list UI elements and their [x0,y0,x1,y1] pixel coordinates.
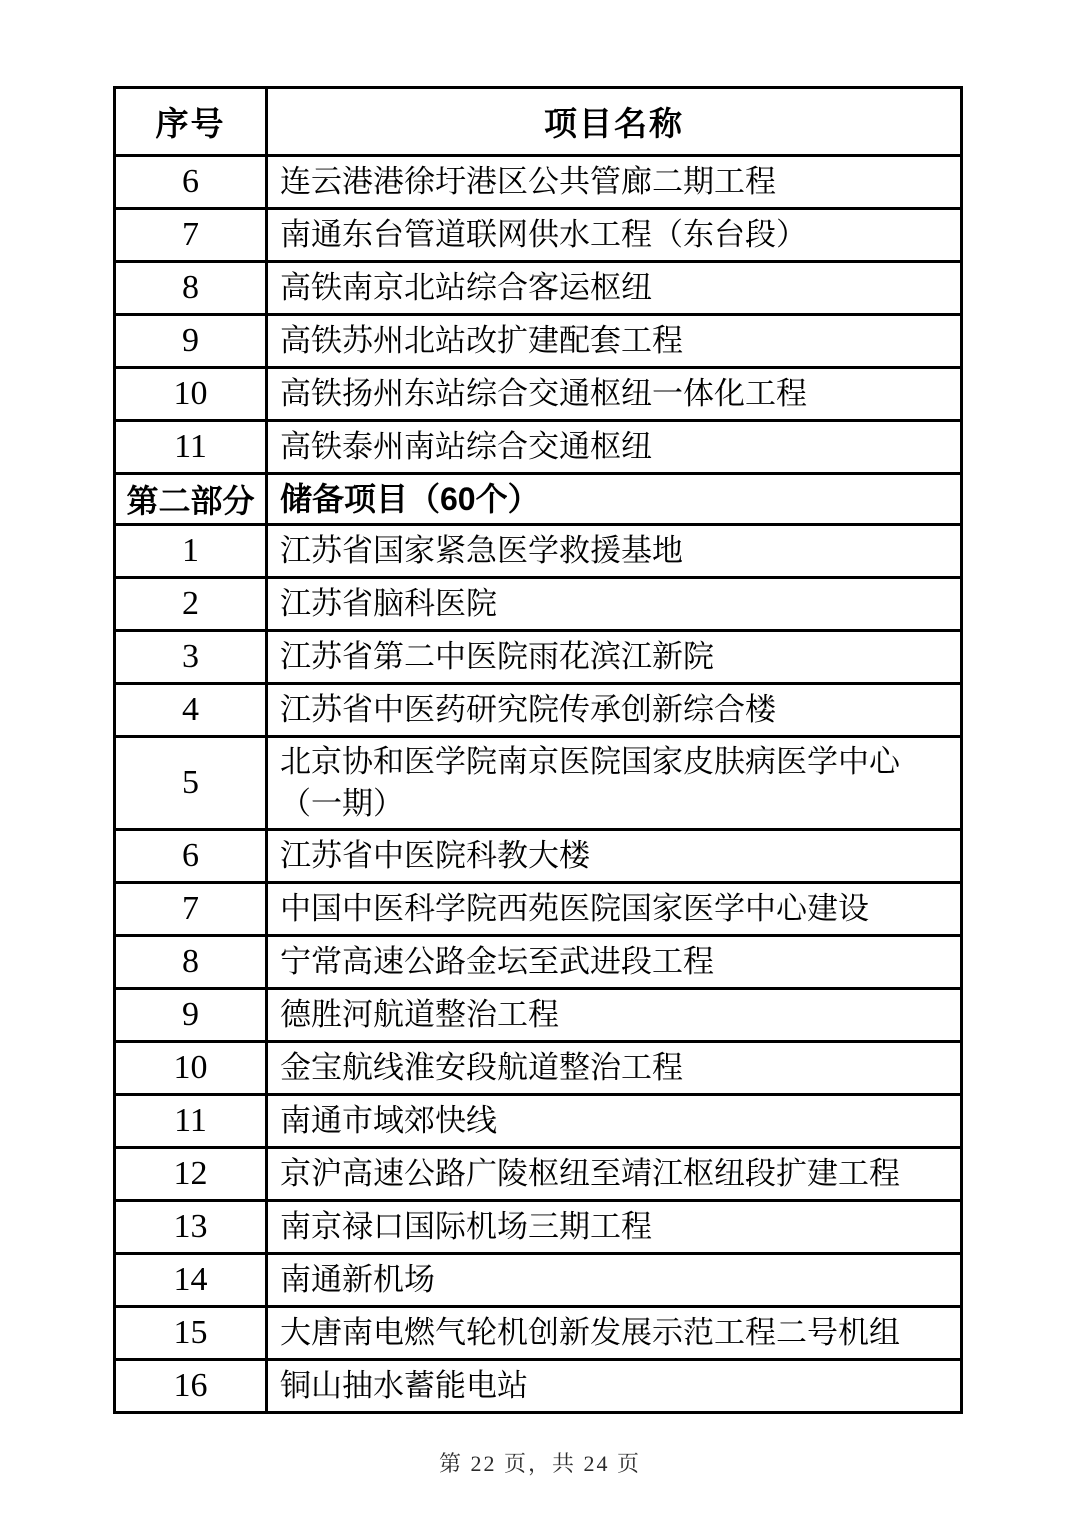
row-serial-cell: 9 [115,315,267,368]
table-row [115,421,962,474]
project-name-cell: 高铁扬州东站综合交通枢纽一体化工程 [267,368,962,421]
project-name-cell: 储备项目（60个） [267,474,962,525]
table-row [115,737,962,830]
table-row [115,936,962,989]
table-row [115,1201,962,1254]
table-row [115,1360,962,1413]
row-serial-cell: 14 [115,1254,267,1307]
row-serial-cell: 1 [115,525,267,578]
row-serial-cell: 12 [115,1148,267,1201]
table-body [115,156,962,1413]
table-row [115,209,962,262]
table-row [115,883,962,936]
row-serial-cell: 2 [115,578,267,631]
project-name-cell: 连云港港徐圩港区公共管廊二期工程 [267,156,962,209]
row-serial-cell: 11 [115,1095,267,1148]
table-row [115,1307,962,1360]
table-row [115,315,962,368]
row-serial-cell: 6 [115,830,267,883]
project-name-cell: 江苏省脑科医院 [267,578,962,631]
project-name-cell: 江苏省第二中医院雨花滨江新院 [267,631,962,684]
project-name-cell: 江苏省中医药研究院传承创新综合楼 [267,684,962,737]
table-row [115,578,962,631]
project-name-cell: 南京禄口国际机场三期工程 [267,1201,962,1254]
row-serial-cell: 8 [115,262,267,315]
section-row [115,474,962,525]
project-name-cell: 南通新机场 [267,1254,962,1307]
project-name-cell: 高铁泰州南站综合交通枢纽 [267,421,962,474]
table-row [115,1042,962,1095]
project-name-cell: 金宝航线淮安段航道整治工程 [267,1042,962,1095]
project-name-cell: 江苏省中医院科教大楼 [267,830,962,883]
row-serial-cell: 6 [115,156,267,209]
row-serial-cell: 16 [115,1360,267,1413]
table-row [115,525,962,578]
table-header-row [115,88,962,156]
row-serial-cell: 4 [115,684,267,737]
table-row [115,156,962,209]
table-row [115,1254,962,1307]
project-name-cell: 宁常高速公路金坛至武进段工程 [267,936,962,989]
table-row [115,830,962,883]
row-serial-cell: 10 [115,1042,267,1095]
project-name-cell: 江苏省国家紧急医学救援基地 [267,525,962,578]
row-serial-cell: 10 [115,368,267,421]
row-serial-cell: 15 [115,1307,267,1360]
project-table [113,86,963,1414]
row-serial-cell: 9 [115,989,267,1042]
table-row [115,368,962,421]
project-name-cell: 京沪高速公路广陵枢纽至靖江枢纽段扩建工程 [267,1148,962,1201]
row-serial-cell: 8 [115,936,267,989]
project-name-cell: 高铁南京北站综合客运枢纽 [267,262,962,315]
project-name-cell: 大唐南电燃气轮机创新发展示范工程二号机组 [267,1307,962,1360]
project-name-cell: 中国中医科学院西苑医院国家医学中心建设 [267,883,962,936]
project-name-cell: 德胜河航道整治工程 [267,989,962,1042]
row-serial-cell: 5 [115,737,267,830]
table-row [115,1148,962,1201]
table-row [115,262,962,315]
column-header-serial: 序号 [115,88,267,156]
table-row [115,684,962,737]
project-name-cell: 铜山抽水蓄能电站 [267,1360,962,1413]
page-footer: 第 22 页，共 24 页 [438,1451,641,1476]
project-name-cell: 南通市域郊快线 [267,1095,962,1148]
project-name-cell: 南通东台管道联网供水工程（东台段） [267,209,962,262]
row-serial-cell: 7 [115,883,267,936]
row-serial-cell: 13 [115,1201,267,1254]
row-serial-cell: 第二部分 [115,474,267,525]
row-serial-cell: 11 [115,421,267,474]
row-serial-cell: 7 [115,209,267,262]
column-header-project-name: 项目名称 [267,88,962,156]
project-name-cell: 北京协和医学院南京医院国家皮肤病医学中心（一期） [267,737,962,830]
row-serial-cell: 3 [115,631,267,684]
table-row [115,989,962,1042]
project-name-cell: 高铁苏州北站改扩建配套工程 [267,315,962,368]
table-row [115,1095,962,1148]
table-row [115,631,962,684]
